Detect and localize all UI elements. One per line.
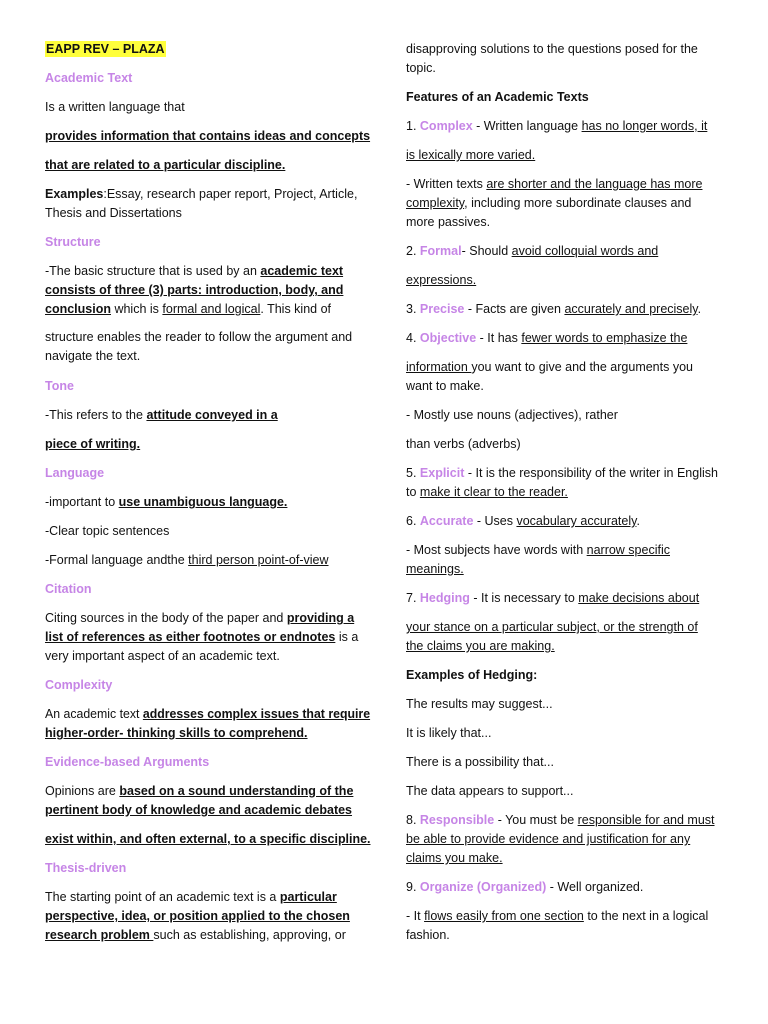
underlined-text: complexity — [406, 196, 465, 210]
underlined-text: claims you make. — [406, 851, 503, 865]
text-run: The starting point of an academic text is a — [45, 890, 280, 904]
underlined-text: vocabulary accurately — [516, 514, 637, 528]
text-run: -The basic structure that is used by an — [45, 264, 261, 278]
left-text-line — [45, 234, 101, 250]
left-text-line — [45, 301, 331, 317]
right-text-line — [406, 378, 484, 394]
text-run: - It is the responsibility of the writer in English — [464, 466, 718, 480]
emphasized-text: piece of writing. — [45, 437, 141, 451]
right-text-line — [406, 696, 553, 712]
underlined-text: is lexically more varied. — [406, 148, 536, 162]
emphasized-text: academic text — [260, 264, 344, 278]
bold-text: Examples — [45, 187, 104, 201]
left-text-line — [45, 205, 182, 221]
text-run: such as establishing, approving, or — [153, 928, 346, 942]
section-heading: Hedging — [419, 591, 470, 605]
text-run: -Formal language andthe — [45, 553, 189, 567]
text-run: topic. — [406, 61, 436, 75]
left-text-line — [45, 465, 104, 481]
right-text-line — [406, 725, 491, 741]
underlined-text: responsible for and must — [577, 813, 715, 827]
text-run: 5. — [406, 466, 420, 480]
left-text-line — [45, 581, 92, 597]
right-text-line — [406, 60, 436, 76]
text-run: . This kind of — [260, 302, 331, 316]
text-run: It is likely that... — [406, 726, 492, 740]
text-run: Citing sources in the body of the paper and — [45, 611, 287, 625]
text-run: - It is necessary to — [469, 591, 579, 605]
left-text-line — [45, 523, 169, 539]
text-run: - Facts are given — [464, 302, 565, 316]
text-run: Thesis and Dissertations — [45, 206, 182, 220]
right-text-line — [406, 879, 643, 895]
underlined-text: fewer words to emphasize the — [521, 331, 688, 345]
text-run: navigate the text. — [45, 349, 141, 363]
text-run: want to make. — [406, 379, 484, 393]
text-run: 4. — [406, 331, 420, 345]
section-heading: Evidence-based Arguments — [45, 755, 210, 769]
section-heading: Accurate — [419, 514, 474, 528]
text-run: - It has — [476, 331, 522, 345]
text-run: fashion. — [406, 928, 450, 942]
emphasized-text: that are related to a particular discipline. — [45, 158, 286, 172]
underlined-text: accurately and precisely — [564, 302, 698, 316]
text-run: The results may suggest... — [406, 697, 553, 711]
left-text-line — [45, 157, 285, 173]
right-text-line — [406, 359, 693, 375]
right-text-line — [406, 850, 503, 866]
left-text-line — [45, 494, 287, 510]
right-text-line — [406, 272, 476, 288]
left-text-line — [45, 282, 343, 298]
section-heading: Language — [45, 466, 105, 480]
underlined-text: has no longer words, it — [581, 119, 708, 133]
emphasized-text: addresses complex issues that require — [142, 707, 371, 721]
right-text-line — [406, 41, 698, 57]
underlined-text: the claims you are making. — [406, 639, 555, 653]
left-text-line — [45, 725, 308, 741]
text-run: - Mostly use nouns (adjectives), rather — [406, 408, 618, 422]
right-text-line — [406, 812, 715, 828]
left-text-line — [45, 648, 280, 664]
right-text-line — [406, 214, 490, 230]
right-text-line — [406, 436, 521, 452]
left-text-line — [45, 677, 112, 693]
left-text-line — [45, 436, 140, 452]
text-run: 6. — [406, 514, 420, 528]
section-heading: Complexity — [45, 678, 113, 692]
emphasized-text: attitude conveyed in a — [146, 408, 278, 422]
emphasized-text: conclusion — [45, 302, 111, 316]
text-run: :Essay, research paper report, Project, Article, — [103, 187, 358, 201]
text-run: -important to — [45, 495, 119, 509]
text-run: is a — [335, 630, 359, 644]
text-run: - Well organized. — [546, 880, 644, 894]
left-text-line — [45, 831, 370, 847]
section-heading: Tone — [45, 379, 74, 393]
text-run: - Uses — [473, 514, 517, 528]
emphasized-text: provides information that contains ideas and concepts — [45, 129, 371, 143]
left-text-line — [45, 629, 358, 645]
left-text-line — [45, 263, 343, 279]
section-heading: Academic Text — [45, 71, 133, 85]
text-run: you want to give and the arguments you — [471, 360, 693, 374]
underlined-text: formal and logical — [162, 302, 261, 316]
text-run: more passives. — [406, 215, 491, 229]
text-run: 3. — [406, 302, 420, 316]
emphasized-text: use unambiguous language. — [118, 495, 288, 509]
emphasized-text: consists of three (3) parts: introduction, body, and — [45, 283, 344, 297]
emphasized-text: pertinent body of knowledge and academic debates — [45, 803, 353, 817]
text-run: There is a possibility that... — [406, 755, 554, 769]
text-run: - It — [406, 909, 425, 923]
emphasized-text: providing a — [286, 611, 355, 625]
right-text-line — [406, 638, 555, 654]
left-text-line — [45, 70, 132, 86]
text-run: 1. — [406, 119, 420, 133]
right-text-line — [406, 89, 589, 105]
right-text-line — [406, 831, 690, 847]
emphasized-text: exist within, and often external, to a specific discipline. — [45, 832, 371, 846]
underlined-text: third person point-of-view — [188, 553, 329, 567]
emphasized-text: higher-order- thinking skills to comprehend. — [45, 726, 308, 740]
text-run: disapproving solutions to the questions posed for the — [406, 42, 698, 56]
underlined-text: your stance on a particular subject, or the strength of — [406, 620, 698, 634]
underlined-text: expressions. — [406, 273, 477, 287]
right-text-line — [406, 927, 450, 943]
left-text-line — [45, 378, 74, 394]
text-run: - Most subjects have words with — [406, 543, 587, 557]
left-text-line — [45, 41, 166, 57]
right-text-line — [406, 667, 537, 683]
text-run: 8. — [406, 813, 420, 827]
emphasized-text: perspective, idea, or position applied to the chosen — [45, 909, 350, 923]
section-heading: Organize (Organized) — [419, 880, 547, 894]
text-run: structure enables the reader to follow the argument and — [45, 330, 353, 344]
left-text-line — [45, 927, 346, 943]
left-text-line — [45, 908, 350, 924]
text-run: - Should — [461, 244, 512, 258]
left-text-line — [45, 802, 352, 818]
text-run: -This refers to the — [45, 408, 147, 422]
text-run: - Written language — [472, 119, 582, 133]
left-text-line — [45, 610, 354, 626]
underlined-text: meanings. — [406, 562, 464, 576]
right-text-line — [406, 513, 640, 529]
right-text-line — [406, 195, 691, 211]
section-heading: Formal — [419, 244, 462, 258]
right-text-line — [406, 147, 535, 163]
bold-text: Features of an Academic Texts — [406, 90, 589, 104]
right-text-line — [406, 561, 464, 577]
right-text-line — [406, 542, 670, 558]
emphasized-text: based on a sound understanding of the — [119, 784, 354, 798]
text-run: An academic text — [45, 707, 143, 721]
right-text-line — [406, 301, 701, 317]
left-text-line — [45, 99, 185, 115]
emphasized-text: research problem — [45, 928, 154, 942]
underlined-text: make it clear to the reader. — [419, 485, 568, 499]
left-text-line — [45, 889, 337, 905]
text-run: - You must be — [494, 813, 578, 827]
right-text-line — [406, 783, 573, 799]
section-heading: Explicit — [419, 466, 465, 480]
right-text-line — [406, 619, 698, 635]
right-text-line — [406, 176, 702, 192]
underlined-text: are shorter and the language has more — [486, 177, 703, 191]
left-text-line — [45, 706, 370, 722]
right-text-line — [406, 754, 554, 770]
bold-text: Examples of Hedging: — [406, 668, 538, 682]
left-text-line — [45, 348, 140, 364]
left-text-line — [45, 128, 370, 144]
left-text-line — [45, 754, 209, 770]
text-run: . — [636, 514, 640, 528]
text-run: 7. — [406, 591, 420, 605]
right-text-line — [406, 330, 687, 346]
text-run: than verbs (adverbs) — [406, 437, 521, 451]
section-heading: Objective — [419, 331, 477, 345]
text-run: to — [406, 485, 420, 499]
text-run: The data appears to support... — [406, 784, 574, 798]
underlined-text: information — [406, 360, 472, 374]
left-text-line — [45, 407, 278, 423]
left-text-line — [45, 552, 329, 568]
section-heading: Citation — [45, 582, 92, 596]
text-run: - Written texts — [406, 177, 487, 191]
underlined-text: be able to provide evidence and justification for any — [406, 832, 691, 846]
emphasized-text: list of references as either footnotes or endnotes — [45, 630, 336, 644]
right-text-line — [406, 590, 699, 606]
right-text-line — [406, 465, 718, 481]
text-run: 9. — [406, 880, 420, 894]
text-run: to the next in a logical — [583, 909, 709, 923]
right-text-line — [406, 407, 618, 423]
underlined-text: make decisions about — [578, 591, 700, 605]
underlined-text: avoid colloquial words and — [511, 244, 659, 258]
text-run: Opinions are — [45, 784, 120, 798]
document-title: EAPP REV – PLAZA — [46, 42, 165, 56]
left-text-line — [45, 329, 352, 345]
section-heading: Thesis-driven — [45, 861, 127, 875]
text-run: very important aspect of an academic text. — [45, 649, 280, 663]
text-run: , including more subordinate clauses and — [464, 196, 692, 210]
section-heading: Responsible — [419, 813, 495, 827]
section-heading: Structure — [45, 235, 101, 249]
text-run: -Clear topic sentences — [45, 524, 170, 538]
left-text-line — [45, 186, 357, 202]
left-text-line — [45, 860, 126, 876]
underlined-text: narrow specific — [586, 543, 670, 557]
right-text-line — [406, 484, 568, 500]
right-text-line — [406, 118, 707, 134]
right-text-line — [406, 908, 708, 924]
section-heading: Precise — [419, 302, 465, 316]
text-run: 2. — [406, 244, 420, 258]
text-run: which is — [110, 302, 163, 316]
left-text-line — [45, 783, 353, 799]
right-text-line — [406, 243, 658, 259]
section-heading: Complex — [419, 119, 473, 133]
emphasized-text: particular — [279, 890, 337, 904]
text-run: . — [697, 302, 702, 316]
underlined-text: flows easily from one section — [424, 909, 584, 923]
text-run: Is a written language that — [45, 100, 185, 114]
